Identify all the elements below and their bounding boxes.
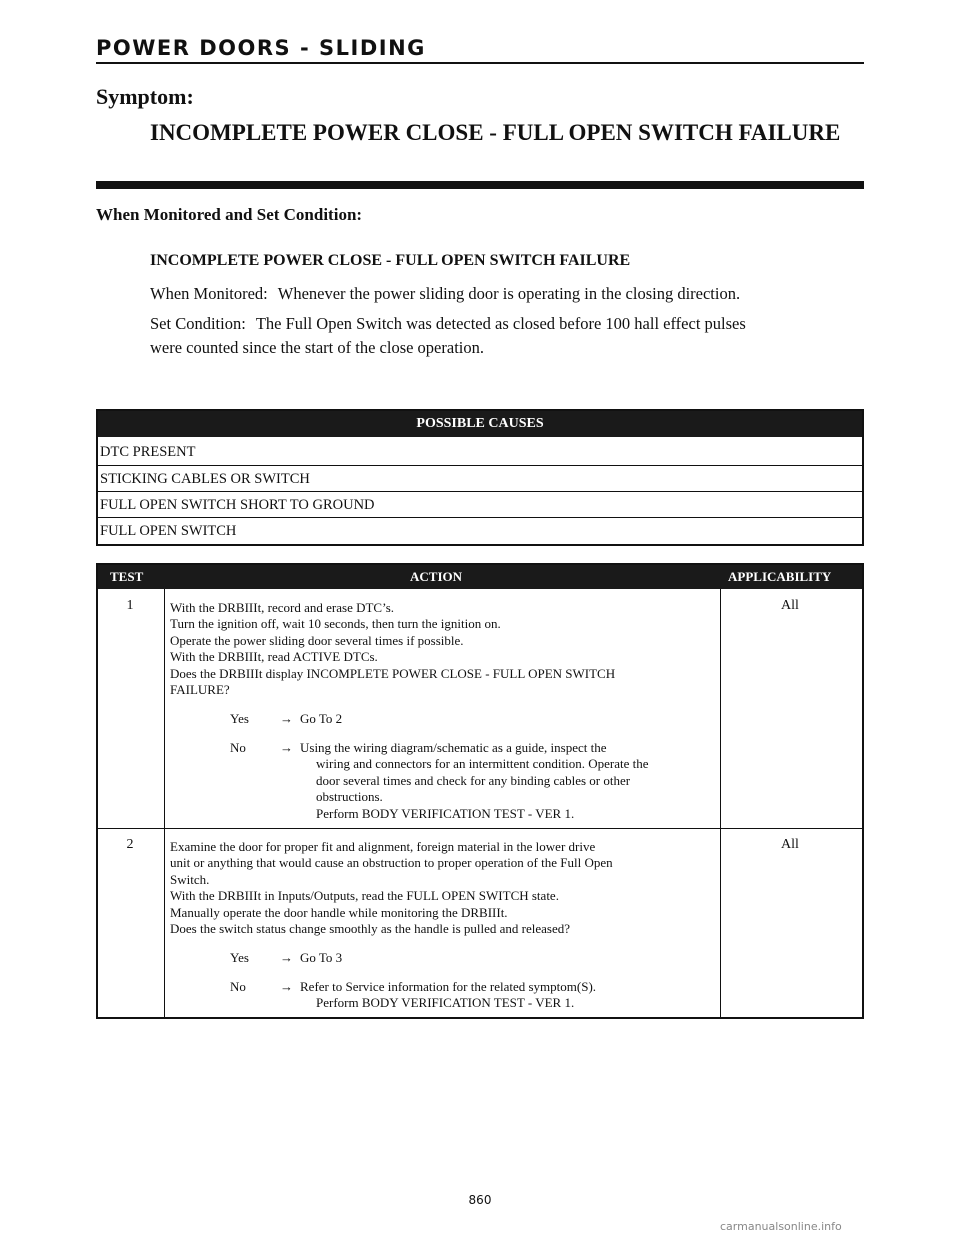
- test-action: [170, 839, 720, 937]
- action-line: Examine the door for proper fit and alignment, foreign material in the lower drive: [170, 839, 596, 854]
- cause-item: [100, 492, 860, 518]
- action-line: With the DRBIIIt, record and erase DTC’s.: [170, 600, 395, 615]
- arrow-icon: →: [280, 740, 293, 755]
- set-condition-label: Set Condition:: [150, 314, 246, 333]
- conditions-heading: When Monitored and Set Condition:: [96, 205, 363, 224]
- action-line: Turn the ignition off, wait 10 seconds, then turn the ignition on.: [170, 616, 501, 632]
- header-action: ACTION: [410, 569, 463, 584]
- action-line: With the DRBIIIt in Inputs/Outputs, read the FULL OPEN SWITCH state.: [170, 888, 559, 904]
- arrow-icon: →: [280, 950, 293, 965]
- no-line: Using the wiring diagram/schematic as a guide, inspect the: [300, 740, 607, 755]
- no-text: [300, 979, 730, 1012]
- yes-text: Go To 3: [300, 950, 343, 965]
- possible-causes-header: POSSIBLE CAUSES: [98, 411, 862, 437]
- conditions-title: INCOMPLETE POWER CLOSE - FULL OPEN SWITCH FAILURE: [150, 252, 631, 269]
- no-label: No: [230, 740, 246, 755]
- applicability: All: [781, 837, 799, 852]
- test-table: [96, 563, 864, 1019]
- column-divider: [164, 589, 165, 1017]
- no-text: [300, 740, 730, 822]
- action-line: Does the switch status change smoothly as the handle is pulled and released?: [170, 921, 571, 937]
- yes-answer: [230, 950, 730, 970]
- cause-item: [100, 466, 860, 492]
- symptom-label: Symptom:: [96, 84, 194, 109]
- arrow-icon: →: [280, 979, 293, 994]
- watermark: carmanualsonline.info: [720, 1220, 842, 1233]
- yes-label: Yes: [230, 711, 249, 726]
- action-line: unit or anything that would cause an obstruction to proper operation of the Full Open: [170, 855, 613, 871]
- test-table-header: [98, 565, 862, 589]
- yes-label: Yes: [230, 950, 249, 965]
- cause-item-text: FULL OPEN SWITCH SHORT TO GROUND: [100, 497, 375, 513]
- section-title: POWER DOORS - SLIDING: [96, 36, 426, 60]
- possible-causes-box: [96, 409, 864, 546]
- yes-answer: [230, 711, 730, 731]
- action-line: FAILURE?: [170, 682, 230, 698]
- action-line: Operate the power sliding door several times if possible.: [170, 632, 464, 648]
- action-line: Switch.: [170, 871, 210, 887]
- header-test: TEST: [110, 569, 144, 584]
- cause-item: [100, 518, 860, 544]
- no-line: obstructions.: [316, 789, 383, 805]
- header-rule: [96, 62, 864, 64]
- no-answer: [230, 740, 730, 830]
- when-monitored-label: When Monitored:: [150, 284, 268, 303]
- yes-text: Go To 2: [300, 711, 343, 726]
- no-line: door several times and check for any binding cables or other: [316, 772, 631, 788]
- section-divider: [96, 181, 864, 189]
- action-line: Does the DRBIIIt display INCOMPLETE POWER CLOSE - FULL OPEN SWITCH: [170, 665, 616, 681]
- no-label: No: [230, 979, 246, 994]
- set-condition-text-2: were counted since the start of the close operation.: [150, 338, 484, 357]
- page-number: 860: [468, 1193, 492, 1207]
- arrow-icon: →: [280, 711, 293, 726]
- when-monitored-text: Whenever the power sliding door is operating in the closing direction.: [277, 284, 741, 303]
- action-line: With the DRBIIIt, read ACTIVE DTCs.: [170, 649, 378, 665]
- test-action: [170, 600, 720, 698]
- no-answer: [230, 979, 730, 1015]
- test-number: 2: [126, 837, 134, 852]
- action-line: Manually operate the door handle while monitoring the DRBIIIt.: [170, 904, 508, 920]
- applicability: All: [781, 598, 799, 613]
- cause-item-text: STICKING CABLES OR SWITCH: [100, 471, 310, 487]
- row-separator: [98, 828, 862, 829]
- header-applicability: APPLICABILITY: [728, 569, 832, 584]
- no-line: Perform BODY VERIFICATION TEST - VER 1.: [316, 995, 575, 1011]
- cause-item-text: FULL OPEN SWITCH: [100, 523, 237, 539]
- cause-item: [100, 439, 860, 465]
- set-condition-line: [150, 312, 864, 360]
- when-monitored-line: [150, 282, 864, 306]
- cause-item-text: DTC PRESENT: [100, 444, 196, 460]
- no-line: Refer to Service information for the related symptom(S).: [300, 979, 597, 994]
- no-line: wiring and connectors for an intermittent condition. Operate the: [316, 756, 649, 772]
- set-condition-text-1: The Full Open Switch was detected as closed before 100 hall effect pulses: [255, 314, 746, 333]
- symptom-title: INCOMPLETE POWER CLOSE - FULL OPEN SWITCH FAILURE: [150, 120, 841, 145]
- no-line: Perform BODY VERIFICATION TEST - VER 1.: [316, 805, 575, 821]
- test-number: 1: [126, 598, 134, 613]
